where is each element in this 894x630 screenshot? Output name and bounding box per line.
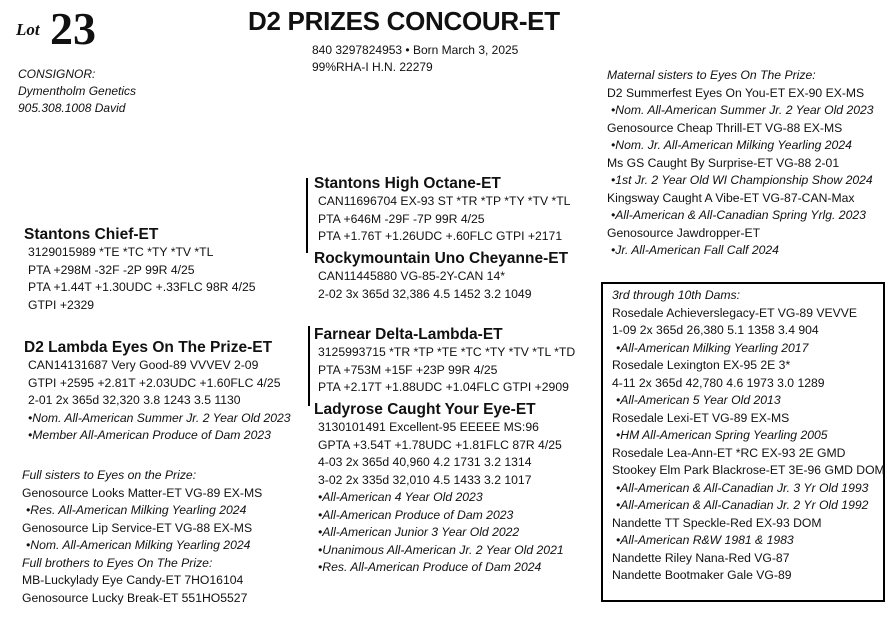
dam-dam-line: GPTA +3.54T +1.78UDC +1.81FLC 87R 4/25	[318, 437, 562, 452]
dam-dam-award: •All-American 4 Year Old 2023	[318, 490, 483, 504]
dams-box-item: •HM All-American Spring Yearling 2005	[616, 428, 828, 442]
dam-dam-award: •All-American Junior 3 Year Old 2022	[318, 525, 520, 539]
maternal-sister-item: •All-American & All-Canadian Spring Yrlg. 2023	[611, 208, 866, 222]
sire-line: GTPI +2329	[28, 297, 95, 312]
maternal-sister-item: •Nom. All-American Summer Jr. 2 Year Old 2023	[611, 103, 874, 117]
dams-box-item: •All-American 5 Year Old 2013	[616, 393, 781, 407]
maternal-sister-item: Kingsway Caught A Vibe-ET VG-87-CAN-Max	[607, 190, 855, 205]
dam-dam-award: •Unanimous All-American Jr. 2 Year Old 2021	[318, 542, 564, 557]
sire-line: PTA +1.44T +1.30UDC +.33FLC 98R 4/25	[28, 280, 256, 294]
sire-sire-block	[314, 175, 570, 246]
dams-box-item: 1-09 2x 365d 26,380 5.1 1358 3.4 904	[612, 323, 819, 337]
dam-dam-line: 3130101491 Excellent-95 EEEEE MS:96	[318, 420, 539, 434]
dam-sire-block	[314, 326, 575, 397]
dams-box-item: Stookey Elm Park Blackrose-ET 3E-96 GMD DOM	[612, 463, 885, 477]
dam-dam-block	[314, 401, 564, 577]
consignor-label: CONSIGNOR:	[18, 67, 96, 81]
dam-dam-award: •All-American Produce of Dam 2023	[318, 507, 514, 522]
full-sister-item: Genosource Looks Matter-ET VG-89 EX-MS	[22, 485, 263, 500]
dam-line: GTPI +2595 +2.81T +2.03UDC +1.60FLC 4/25	[28, 375, 281, 390]
full-sister-item: •Nom. All-American Milking Yearling 2024	[26, 538, 251, 552]
maternal-sisters-block	[607, 67, 874, 260]
dams-box-item: •All-American & All-Canadian Jr. 3 Yr Old 1993	[616, 480, 869, 495]
dam-block	[24, 339, 291, 445]
dams-box-item: Rosedale Lexi-ET VG-89 EX-MS	[612, 410, 790, 425]
registration-line-1: 840 3297824953 • Born March 3, 2025	[312, 43, 519, 57]
sire-dam-name: Rockymountain Uno Cheyanne-ET	[314, 250, 569, 267]
dams-box-item: •All-American Milking Yearling 2017	[616, 340, 809, 355]
maternal-sister-item: •Nom. Jr. All-American Milking Yearling 2024	[611, 138, 852, 152]
dam-dam-award: •Res. All-American Produce of Dam 2024	[318, 560, 542, 574]
animal-title: D2 PRIZES CONCOUR-ET	[248, 6, 560, 36]
dams-box	[601, 282, 885, 602]
dam-name: D2 Lambda Eyes On The Prize-ET	[24, 339, 273, 356]
dam-dam-line: 3-02 2x 335d 32,010 4.5 1433 3.2 1017	[318, 472, 532, 487]
full-sister-item: •Res. All-American Milking Yearling 2024	[26, 503, 247, 517]
full-sisters-list	[22, 485, 262, 555]
consignor-block	[18, 66, 136, 117]
dams-box-item: •All-American & All-Canadian Jr. 2 Yr Old 1992	[616, 498, 869, 512]
maternal-sister-item: Genosource Cheap Thrill-ET VG-88 EX-MS	[607, 120, 843, 135]
maternal-sister-item: Ms GS Caught By Surprise-ET VG-88 2-01	[607, 155, 840, 170]
sire-sire-line: PTA +1.76T +1.26UDC +.60FLC GTPI +2171	[318, 229, 563, 243]
dam-sire-line: PTA +2.17T +1.88UDC +1.04FLC GTPI +2909	[318, 380, 569, 394]
sire-sire-line: PTA +646M -29F -7P 99R 4/25	[318, 211, 485, 226]
lot-label: Lot	[16, 20, 40, 39]
dams-box-item: Nandette TT Speckle-Red EX-93 DOM	[612, 515, 822, 530]
sire-dam-block	[314, 250, 568, 303]
dams-box-item: Nandette Riley Nana-Red VG-87	[612, 550, 790, 565]
dam-line: CAN14131687 Very Good-89 VVVEV 2-09	[28, 358, 259, 372]
maternal-sister-item: D2 Summerfest Eyes On You-ET EX-90 EX-MS	[607, 85, 865, 100]
dams-box-item: Rosedale Lexington EX-95 2E 3*	[612, 358, 791, 372]
full-brother-item: Genosource Lucky Break-ET 551HO5527	[22, 590, 248, 605]
dams-box-item: •All-American R&W 1981 & 1983	[616, 533, 794, 547]
full-sister-item: Genosource Lip Service-ET VG-88 EX-MS	[22, 520, 253, 535]
maternal-sisters-list	[607, 85, 874, 260]
dams-box-heading: 3rd through 10th Dams:	[612, 288, 741, 302]
sire-line: PTA +298M -32F -2P 99R 4/25	[28, 262, 195, 277]
dam-sire-line: PTA +753M +15F +23P 99R 4/25	[318, 362, 498, 377]
full-brothers-heading: Full brothers to Eyes On The Prize:	[22, 555, 213, 570]
maternal-sisters-heading: Maternal sisters to Eyes On The Prize:	[607, 68, 816, 82]
consignor-phone: 905.308.1008 David	[18, 101, 126, 115]
dam-sire-line: 3125993715 *TR *TP *TE *TC *TY *TV *TL *TD	[318, 345, 576, 359]
dams-box-item: Rosedale Achieverslegacy-ET VG-89 VEVVE	[612, 305, 857, 320]
dams-box-item: 4-11 2x 365d 42,780 4.6 1973 3.0 1289	[612, 375, 825, 390]
dam-award: •Member All-American Produce of Dam 2023	[28, 428, 271, 442]
dams-box-item: Nandette Bootmaker Gale VG-89	[612, 568, 792, 582]
pedigree-bracket-upper	[306, 178, 308, 253]
dams-box-item: Rosedale Lea-Ann-ET *RC EX-93 2E GMD	[612, 445, 846, 460]
sire-dam-line: CAN11445880 VG-85-2Y-CAN 14*	[318, 269, 505, 283]
maternal-sister-item: •1st Jr. 2 Year Old WI Championship Show 2024	[611, 173, 873, 187]
maternal-sister-item: •Jr. All-American Fall Calf 2024	[611, 243, 779, 257]
pedigree-bracket-lower	[308, 326, 310, 406]
dam-award: •Nom. All-American Summer Jr. 2 Year Old 2023	[28, 410, 291, 425]
sire-line: 3129015989 *TE *TC *TY *TV *TL	[28, 245, 214, 259]
dams-box-list	[612, 305, 885, 585]
lot-number: 23	[50, 3, 96, 54]
maternal-sister-item: Genosource Jawdropper-ET	[607, 225, 761, 240]
sire-sire-line: CAN11696704 EX-93 ST *TR *TP *TY *TV *TL	[318, 194, 571, 208]
registration-line-2: 99%RHA-I H.N. 22279	[312, 60, 433, 74]
dam-line: 2-01 2x 365d 32,320 3.8 1243 3.5 1130	[28, 393, 241, 407]
dam-dam-line: 4-03 2x 365d 40,960 4.2 1731 3.2 1314	[318, 455, 532, 469]
dam-dam-name: Ladyrose Caught Your Eye-ET	[314, 401, 536, 418]
full-sisters-heading: Full sisters to Eyes on the Prize:	[22, 468, 197, 482]
full-brother-item: MB-Luckylady Eye Candy-ET 7HO16104	[22, 573, 244, 587]
sire-dam-line: 2-02 3x 365d 32,386 4.5 1452 3.2 1049	[318, 286, 532, 301]
sire-name: Stantons Chief-ET	[24, 226, 159, 243]
consignor-name: Dymentholm Genetics	[18, 84, 137, 98]
siblings-block	[22, 467, 262, 607]
sire-block	[24, 226, 256, 314]
dam-sire-name: Farnear Delta-Lambda-ET	[314, 326, 503, 343]
sire-sire-name: Stantons High Octane-ET	[314, 175, 501, 192]
